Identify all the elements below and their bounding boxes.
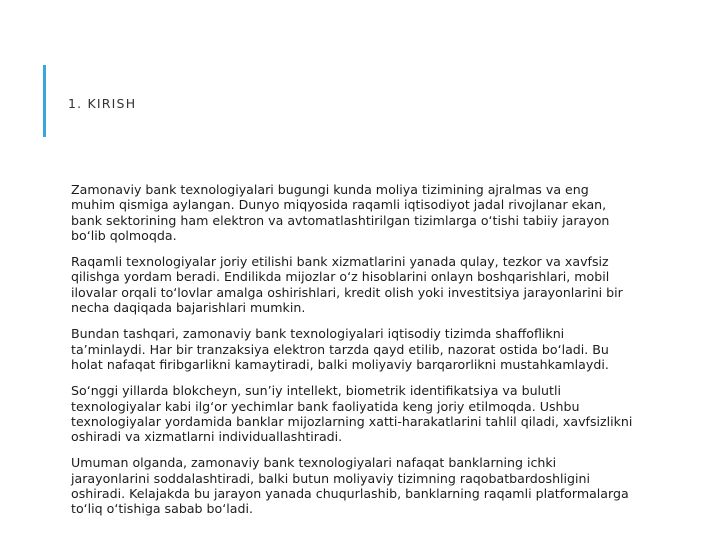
paragraph-3: Bundan tashqari, zamonaviy bank texnologiyalari iqtisodiy tizimda shaffoflikni ta’minlaydi. Har bir tranzaksiya elektron tarzda qayd etilib, nazorat ostida bo‘ladi. Bu holat nafaqat firibgarlikni kamaytiradi, balki moliyaviy barqarorlikni mustahkamlaydi. — [71, 326, 609, 372]
body-text — [71, 182, 636, 528]
paragraph-4: So‘nggi yillarda blokcheyn, sun’iy intellekt, biometrik identifikatsiya va bulutli texnologiyalar kabi ilg‘or yechimlar bank faoliyatida keng joriy etilmoqda. Ushbu texnologiyalar yordamida banklar mijozlarning xatti-harakatlarini tahlil qiladi, xavfsizlikni oshiradi va xizmatlarni individuallashtiradi. — [71, 383, 633, 445]
paragraph-5: Umuman olganda, zamonaviy bank texnologiyalari nafaqat banklarning ichki jarayonlarini soddalashtiradi, balki butun moliyaviy tizimning raqobatbardoshligini oshiradi. Kelajakda bu jarayon yanada chuqurlashib, banklarning raqamli platformalarga to‘liq o‘tishiga sabab bo‘ladi. — [71, 455, 629, 517]
slide-title: 1. KIRISH — [68, 96, 137, 111]
title-accent-bar — [43, 65, 46, 137]
paragraph-2: Raqamli texnologiyalar joriy etilishi bank xizmatlarini yanada qulay, tezkor va xavfsiz qilishga yordam beradi. Endilikda mijozlar o‘z hisoblarini onlayn boshqarishlari, mobil ilovalar orqali to‘lovlar amalga oshirishlari, kredit olish yoki investitsiya jarayonlarini bir necha daqiqada bajarishlari mumkin. — [71, 254, 623, 316]
paragraph-1: Zamonaviy bank texnologiyalari bugungi kunda moliya tizimining ajralmas va eng muhim qismiga aylangan. Dunyo miqyosida raqamli iqtisodiyot jadal rivojlanar ekan, bank sektorining ham elektron va avtomatlashtirilgan tizimlarga o‘tishi tabiiy jarayon bo‘lib qolmoqda. — [71, 182, 610, 243]
